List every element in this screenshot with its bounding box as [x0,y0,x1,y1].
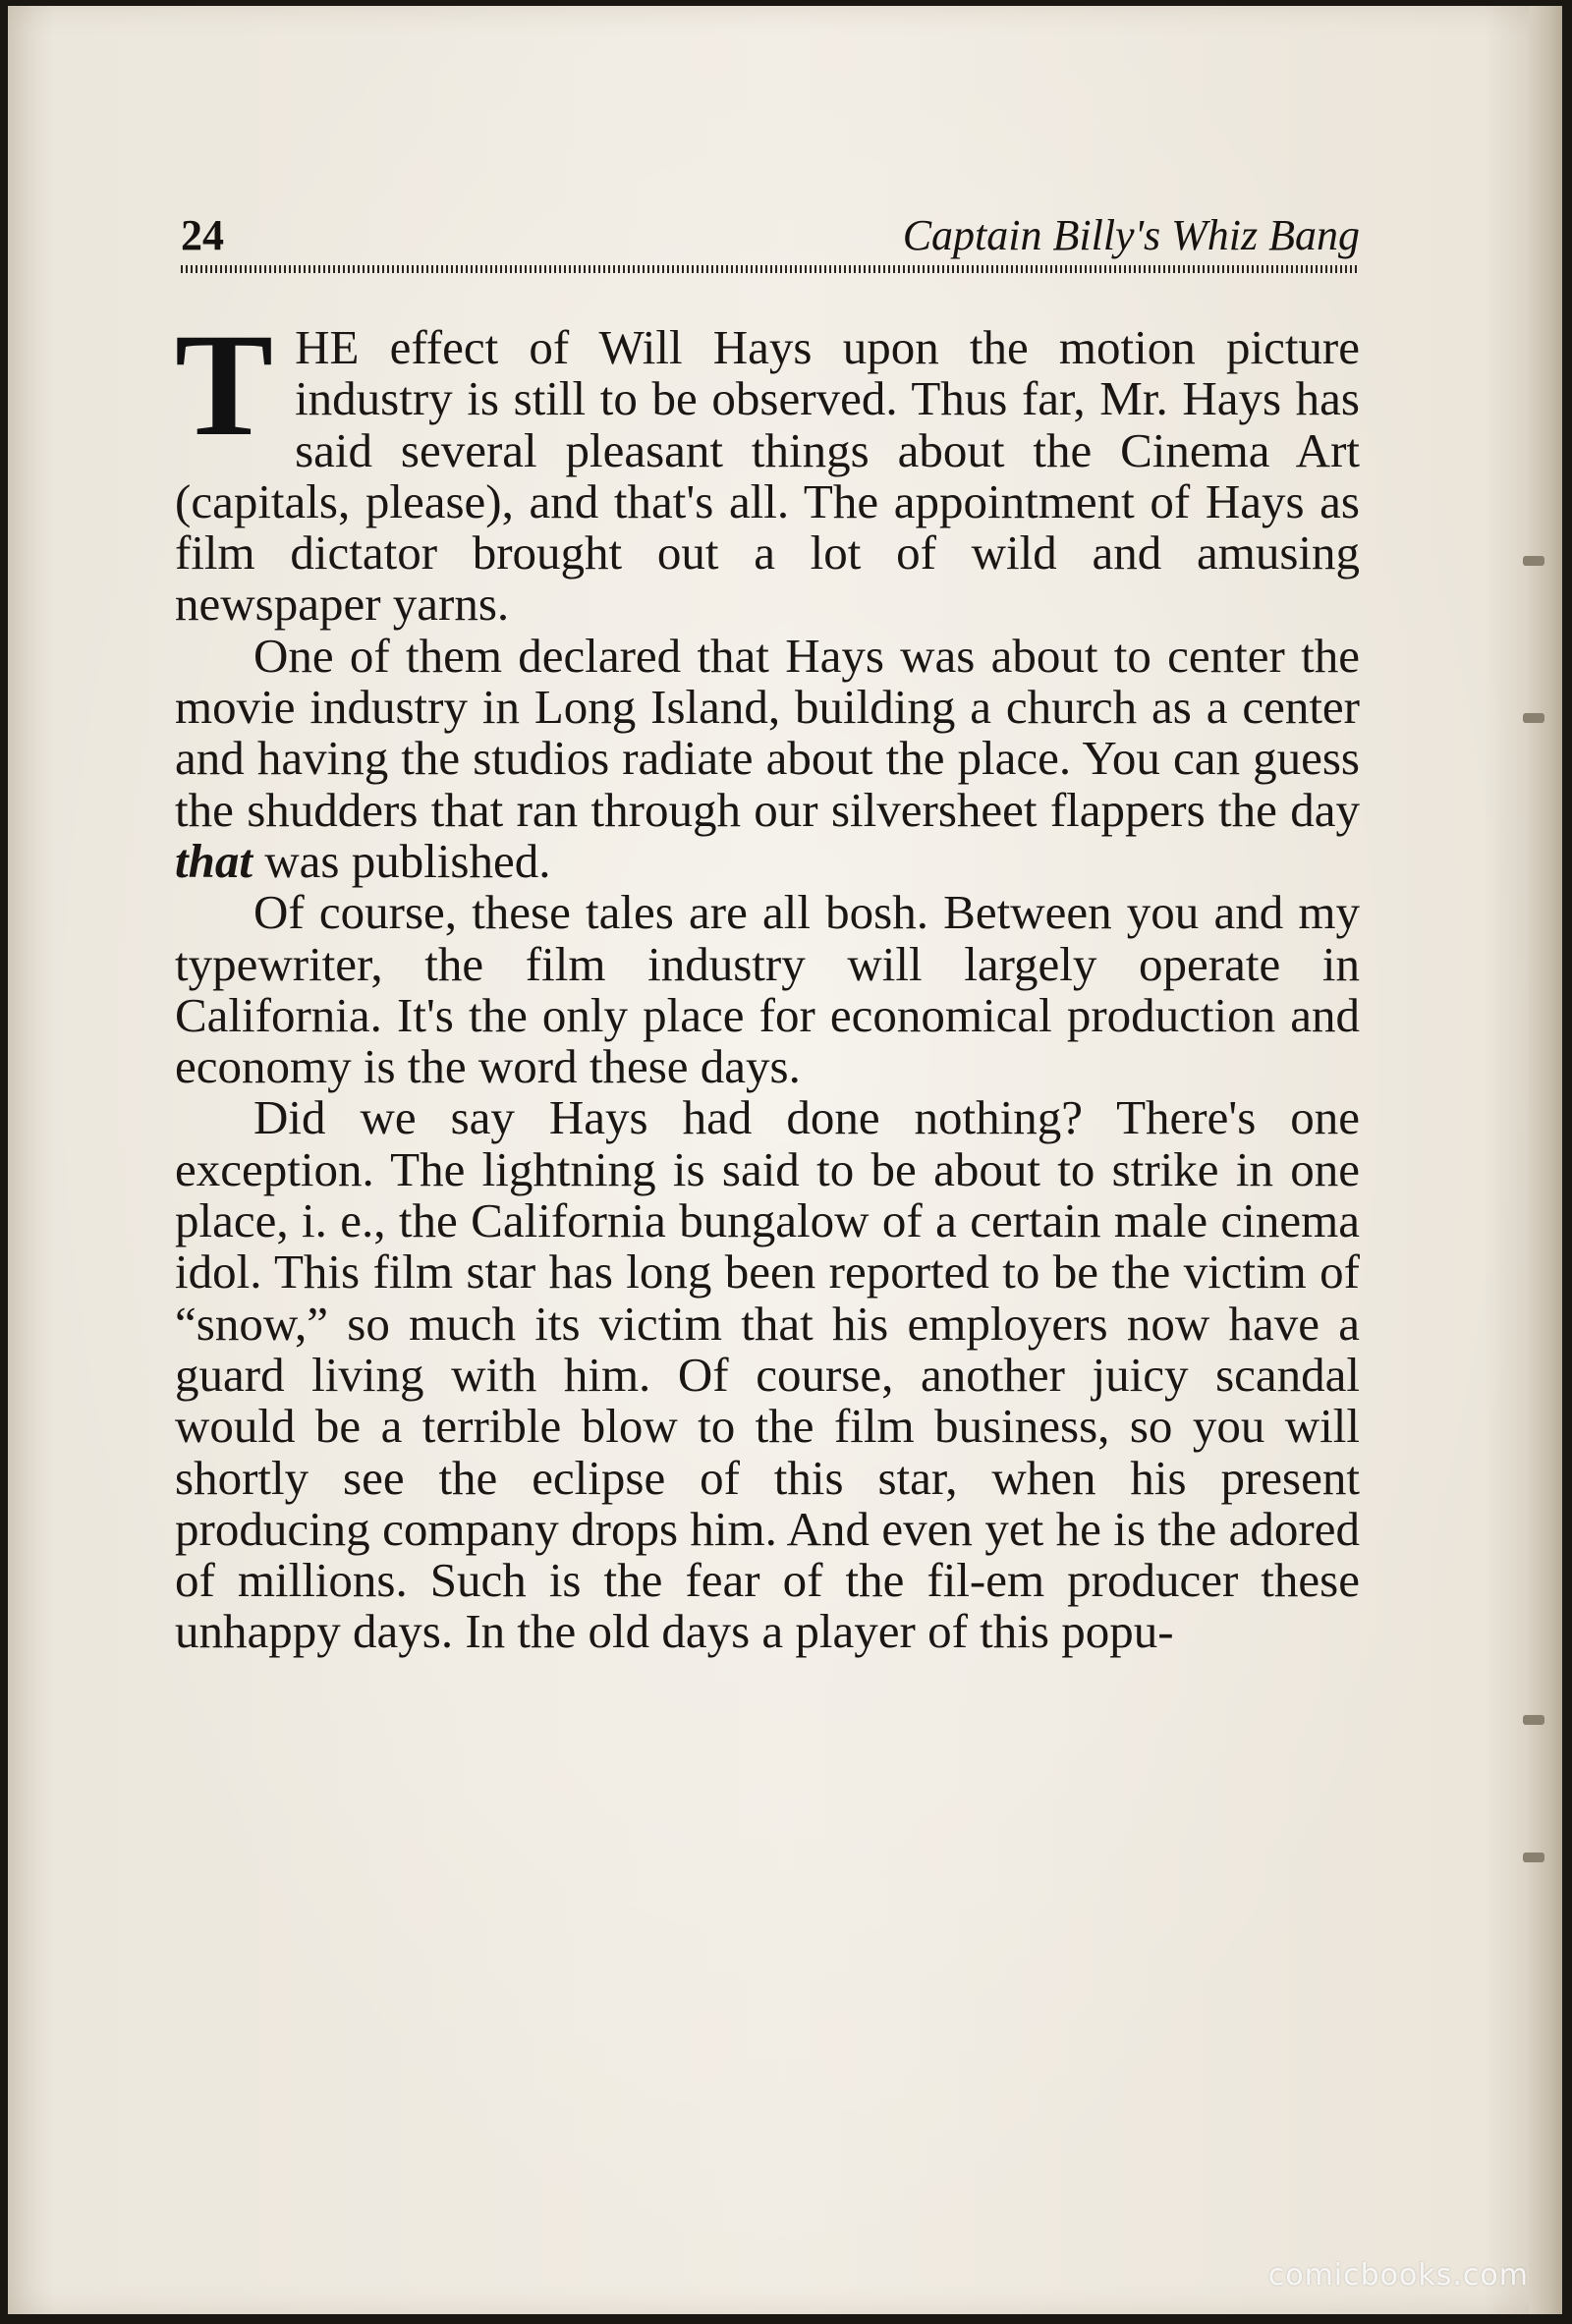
paragraph-1-text: HE effect of Will Hays upon the motion picture industry is still to be observed. Thus far, Mr. Hays has said several pleasant things about the Cinema Art (capitals, please), and that's all. The appointment of Hays as film dictator brought out a lot of wild and amusing newspaper yarns. [175,320,1360,632]
paragraph-3: Of course, these tales are all bosh. Between you and my typewriter, the film industry will largely operate in California. It's the only place for economical production and economy is the word these days. [175,885,1360,1094]
paragraph-1 [175,304,1360,632]
drop-cap: T [175,304,274,467]
staple [1523,713,1544,723]
page-spine [1529,6,1562,2314]
article-body [175,304,1360,1659]
page-header [181,202,1360,271]
paragraph-2-text-start: One of them declared that Hays was about to center the movie industry in Long Island, building a church as a center and having the studios radiate about the place. You can guess the shudders that ran through our silversheet flappers the day [175,628,1360,837]
paragraph-4: Did we say Hays had done nothing? There's one exception. The lightning is said to be about to strike in one place, i. e., the California bungalow of a certain male cinema idol. This film star has long been reported to be the victim of “snow,” so much its victim that his employers now have a guard living with him. Of course, another juicy scandal would be a terrible blow to the film business, so you will shortly see the eclipse of this star, when his present producing company drops him. And even yet he is the adored of millions. Such is the fear of the fil-em producer these unhappy days. In the old days a player of this popu- [175,1090,1360,1659]
staple [1523,1853,1544,1862]
header-rule [181,265,1360,273]
staple [1523,1715,1544,1725]
watermark: comicbooks.com [1267,2258,1529,2293]
emphasized-word: that [175,833,253,888]
page-number: 24 [181,211,224,259]
paragraph-2 [175,628,1360,888]
paragraph-2-text-end: was published. [252,833,551,888]
running-title: Captain Billy's Whiz Bang [902,211,1360,259]
magazine-page [8,6,1562,2314]
staple [1523,556,1544,566]
